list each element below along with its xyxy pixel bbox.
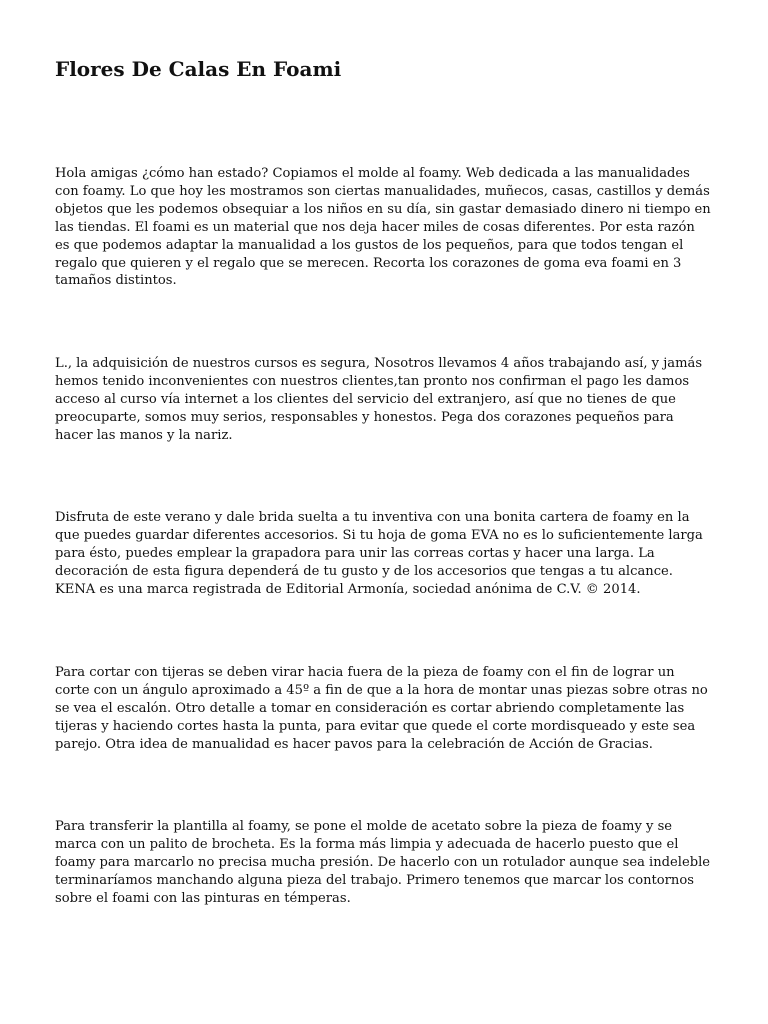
paragraph-2: L., la adquisición de nuestros cursos es segura, Nosotros llevamos 4 años trabajando así, y jamás hemos tenido inconvenientes con nuestros clientes,tan pronto nos confirman el pago les damos acceso al curso vía internet a los clientes del servicio del extranjero, así que no tienes de que preocuparte, somos muy serios, responsables y honestos. Pega dos corazones pequeños para hacer las manos y la nariz. [55, 356, 703, 443]
paragraph-5: Para transferir la plantilla al foamy, se pone el molde de acetato sobre la pieza de foamy y se marca con un palito de brocheta. Es la forma más limpia y adecuada de hacerlo puesto que el foamy para marcarlo no precisa mucha presión. De hacerlo con un rotulador aunque sea indeleble terminaríamos manchando alguna pieza del trabajo. Primero tenemos que marcar los contornos sobre el foami con las pinturas en témperas. [55, 819, 711, 906]
paragraph-3: Disfruta de este verano y dale brida suelta a tu inventiva con una bonita cartera de foamy en la que puedes guardar diferentes accesorios. Si tu hoja de goma EVA no es lo suficientemente larga para ésto, puedes emplear la grapadora para unir las correas cortas y hacer una larga. La decoración de esta figura dependerá de tu gusto y de los accesorios que tengas a tu alcance. KENA es una marca registrada de Editorial Armonía, sociedad anónima de C.V. © 2014. [55, 510, 703, 597]
paragraph-1: Hola amigas ¿cómo han estado? Copiamos el molde al foamy. Web dedicada a las manualidades con foamy. Lo que hoy les mostramos son ciertas manualidades, muñecos, casas, castillos y demás objetos que les podemos obsequiar a los niños en su día, sin gastar demasiado dinero ni tiempo en las tiendas. El foami es un material que nos deja hacer miles de cosas diferentes. Por esta razón es que podemos adaptar la manualidad a los gustos de los pequeños, para que todos tengan el regalo que quieren y el regalo que se merecen. Recorta los corazones de goma eva foami en 3 tamaños distintos. [55, 166, 711, 289]
page-title: Flores De Calas En Foami [55, 57, 342, 81]
paragraph-4: Para cortar con tijeras se deben virar hacia fuera de la pieza de foamy con el fin de lograr un corte con un ángulo aproximado a 45º a fin de que a la hora de montar unas piezas sobre otras no se vea el escalón. Otro detalle a tomar en consideración es cortar abriendo completamente las tijeras y haciendo cortes hasta la punta, para evitar que quede el corte mordisqueado y este sea parejo. Otra idea de manualidad es hacer pavos para la celebración de Acción de Gracias. [55, 665, 708, 752]
